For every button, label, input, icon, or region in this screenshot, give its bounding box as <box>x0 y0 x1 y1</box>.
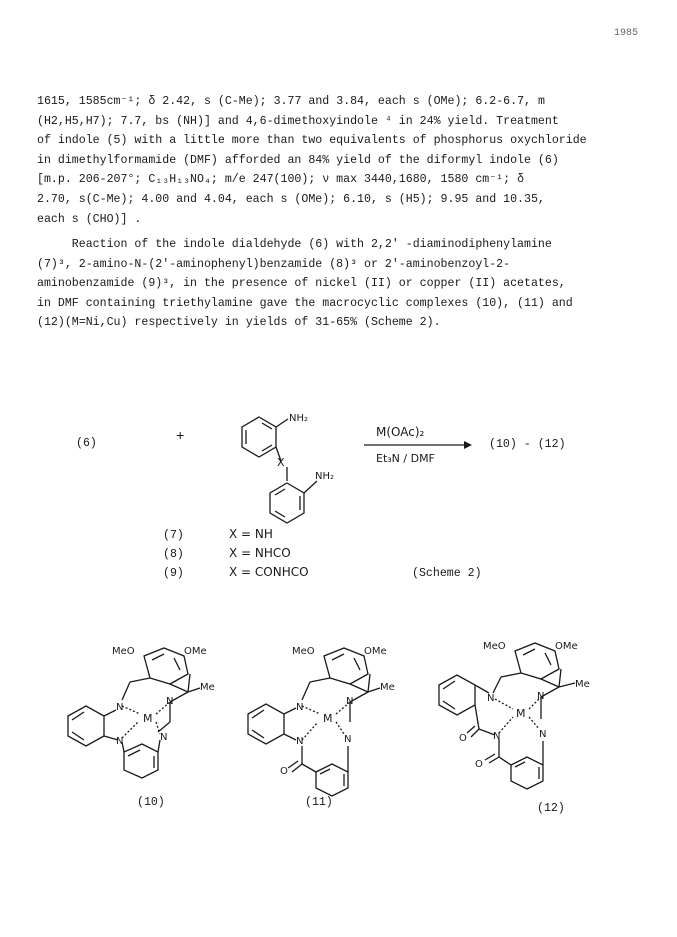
reaction-arrow <box>364 440 474 450</box>
diamine-structure <box>205 405 355 530</box>
atom-ome: OMe <box>184 646 207 657</box>
atom-n: N <box>344 734 352 745</box>
atom-n: N <box>296 736 304 747</box>
text-line: (H2,H5,H7); 7.7, bs (NH)] and 4,6-dimethoxyindole ⁴ in 24% yield. Treatment <box>37 114 559 128</box>
atom-n: N <box>539 729 547 740</box>
structure-label-10: (10) <box>137 796 165 809</box>
reagent-top: M(OAc)₂ <box>376 425 425 439</box>
atom-meo: MeO <box>112 646 135 657</box>
paragraph-characterisation <box>37 92 637 229</box>
plus-sign: + <box>176 429 185 445</box>
reagent-bottom: Et₃N / DMF <box>376 452 435 465</box>
atom-meo: MeO <box>483 641 506 652</box>
atom-ome: OMe <box>364 646 387 657</box>
atom-n: N <box>116 736 124 747</box>
bridge-x-label: X <box>277 456 285 469</box>
amine-bottom-label: NH₂ <box>315 471 335 482</box>
compound-label: (8) <box>163 548 184 561</box>
reactant-label: (6) <box>76 437 97 450</box>
amine-top-label: NH₂ <box>289 413 309 424</box>
text-line: in DMF containing triethylamine gave the macrocyclic complexes (10), (11) and <box>37 296 573 310</box>
text-line: (12)(M=Ni,Cu) respectively in yields of 31-65% (Scheme 2). <box>37 316 441 330</box>
scheme-caption: (Scheme 2) <box>412 567 482 580</box>
text-line: 1615, 1585cm⁻¹; δ 2.42, s (C-Me); 3.77 and 3.84, each s (OMe); 6.2-6.7, m <box>37 95 545 108</box>
atom-n: N <box>493 731 501 742</box>
text-line: aminobenzamide (9)³, in the presence of nickel (II) or copper (II) acetates, <box>37 277 566 291</box>
text-line: [m.p. 206-207°; C₁₃H₁₃NO₄; m/e 247(100); ν max 3440,1680, 1580 cm⁻¹; δ <box>37 173 525 187</box>
text-line: of indole (5) with a little more than two equivalents of phosphorus oxychloride <box>37 134 587 148</box>
atom-n: N <box>296 702 304 713</box>
text-line: in dimethylformamide (DMF) afforded an 84% yield of the diformyl indole (6) <box>37 153 559 167</box>
x-definition: X = NHCO <box>229 546 291 560</box>
text-line: 2.70, s(C-Me); 4.00 and 4.04, each s (OMe); 6.10, s (H5); 9.95 and 10.35, <box>37 192 545 206</box>
compound-label: (9) <box>163 567 184 580</box>
atom-n: N <box>166 696 174 707</box>
atom-me: Me <box>380 682 395 693</box>
atom-o: O <box>280 766 288 777</box>
atom-n: N <box>537 691 545 702</box>
atom-o: O <box>459 733 467 744</box>
atom-m: M <box>516 707 526 720</box>
atom-n: N <box>487 693 495 704</box>
text-line: each s (CHO)] . <box>37 212 142 226</box>
atom-n: N <box>116 702 124 713</box>
page-number: 1985 <box>614 28 639 39</box>
atom-n: N <box>346 696 354 707</box>
macrocycle-11-structure <box>240 640 415 790</box>
x-definition: X = NH <box>229 527 273 541</box>
atom-n: N <box>160 732 168 743</box>
paragraph-reaction <box>37 235 637 333</box>
atom-m: M <box>323 712 333 725</box>
structure-label-11: (11) <box>305 796 333 809</box>
atom-me: Me <box>575 679 590 690</box>
atom-me: Me <box>200 682 215 693</box>
text-line: (7)³, 2-amino-N-(2′-aminophenyl)benzamide (8)³ or 2′-aminobenzoyl-2- <box>37 257 511 271</box>
macrocycle-10-structure <box>60 640 235 790</box>
product-range: (10) - (12) <box>489 438 566 451</box>
structure-label-12: (12) <box>537 802 565 815</box>
atom-o: O <box>475 759 483 770</box>
atom-meo: MeO <box>292 646 315 657</box>
atom-m: M <box>143 712 153 725</box>
x-definition: X = CONHCO <box>229 565 309 579</box>
compound-label: (7) <box>163 529 184 542</box>
atom-ome: OMe <box>555 641 578 652</box>
text-line: Reaction of the indole dialdehyde (6) with 2,2′ -diaminodiphenylamine <box>37 238 552 251</box>
macrocycle-12-structure <box>435 635 610 800</box>
